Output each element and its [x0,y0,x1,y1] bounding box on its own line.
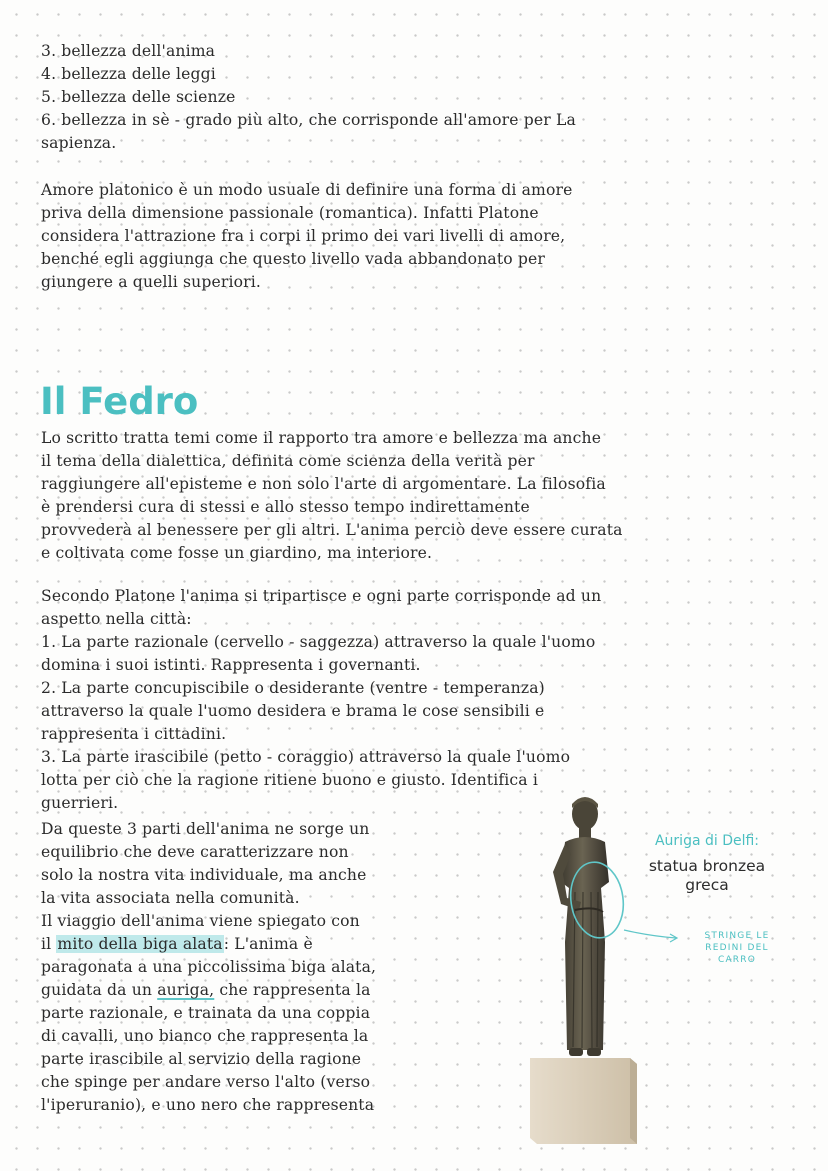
text-line: priva della dimensione passionale (romantica). Infatti Platone [41,204,539,222]
text-line: paragonata a una piccolissima biga alata, [41,958,377,976]
text-line: 6. bellezza in sè - grado più alto, che corrisponde all'amore per La [41,111,576,129]
text-line: che spinge per andare verso l'alto (verso [41,1073,371,1091]
image-caption-line: statua bronzea [648,857,766,875]
annotation-line: CARRO [717,955,757,965]
text-line: Il viaggio dell'anima viene spiegato con [41,912,360,930]
text-line: 3. La parte irascibile (petto - coraggio) attraverso la quale l'uomo [41,748,571,766]
text-line: Lo scritto tratta temi come il rapporto tra amore e bellezza ma anche [41,429,602,447]
text-line: rappresenta i cittadini. [41,725,227,743]
image-caption-line: greca [685,876,729,894]
text-line: giungere a quelli superiori. [41,273,262,291]
text-fragment: che rappresenta la [214,981,371,999]
text-line: 4. bellezza delle leggi [41,65,216,83]
text-line: parte irascibile al servizio della ragione [41,1050,362,1068]
text-line: lotta per ciò che la ragione ritiene buono e giusto. Identifica i [41,771,538,789]
text-line: il tema della dialettica, definita come scienza della verità per [41,452,535,470]
text-line: 1. La parte razionale (cervello - saggezza) attraverso la quale l'uomo [41,633,596,651]
text-line: considera l'attrazione fra i corpi il primo dei vari livelli di amore, [41,227,566,245]
text-line: benché egli aggiunga che questo livello vada abbandonato per [41,250,546,268]
text-line-auriga [41,979,371,1001]
annotation-line: STRINGE LE [704,931,770,941]
text-line: è prendersi cura di stessi e allo stesso tempo indirettamente [41,498,530,516]
image-caption-title: Auriga di Delfi: [654,833,760,849]
text-fragment: guidata da un [41,981,158,999]
text-line: Secondo Platone l'anima si tripartisce e ogni parte corrisponde ad un [41,587,602,605]
text-line: 2. La parte concupiscibile o desiderante (ventre - temperanza) [41,679,545,697]
section-title: Il Fedro [40,380,199,423]
text-line: equilibrio che deve caratterizzare non [41,843,349,861]
text-line: 3. bellezza dell'anima [41,42,216,60]
text-line: Da queste 3 parti dell'anima ne sorge un [41,820,370,838]
text-line: Amore platonico è un modo usuale di definire una forma di amore [41,181,573,199]
text-fragment: : L'anima è [223,935,313,953]
text-line: attraverso la quale l'uomo desidera e brama le cose sensibili e [41,702,545,720]
text-line: 5. bellezza delle scienze [41,88,236,106]
highlight-myth: mito della biga alata [57,935,223,953]
text-line: sapienza. [41,134,117,152]
underline-auriga: auriga, [157,981,215,999]
text-line: parte razionale, e trainata da una coppia [41,1004,371,1022]
text-line: guerrieri. [41,794,119,812]
text-line: solo la nostra vita individuale, ma anche [41,866,367,884]
text-line: di cavalli, uno bianco che rappresenta la [41,1027,369,1045]
annotation-line: REDINI DEL [705,943,769,953]
text-fragment: il [41,935,57,953]
text-line: e coltivata come fosse un giardino, ma interiore. [41,544,433,562]
text-line: aspetto nella città: [41,610,192,628]
text-line-myth [41,933,313,955]
text-line: l'iperuranio), e uno nero che rappresenta [41,1096,375,1114]
text-line: provvederà al benessere per gli altri. L'anima perciò deve essere curata [41,521,623,539]
text-line: la vita associata nella comunità. [41,889,300,907]
text-line: domina i suoi istinti. Rappresenta i governanti. [41,656,421,674]
text-line: raggiungere all'episteme e non solo l'arte di argomentare. La filosofia [41,475,606,493]
